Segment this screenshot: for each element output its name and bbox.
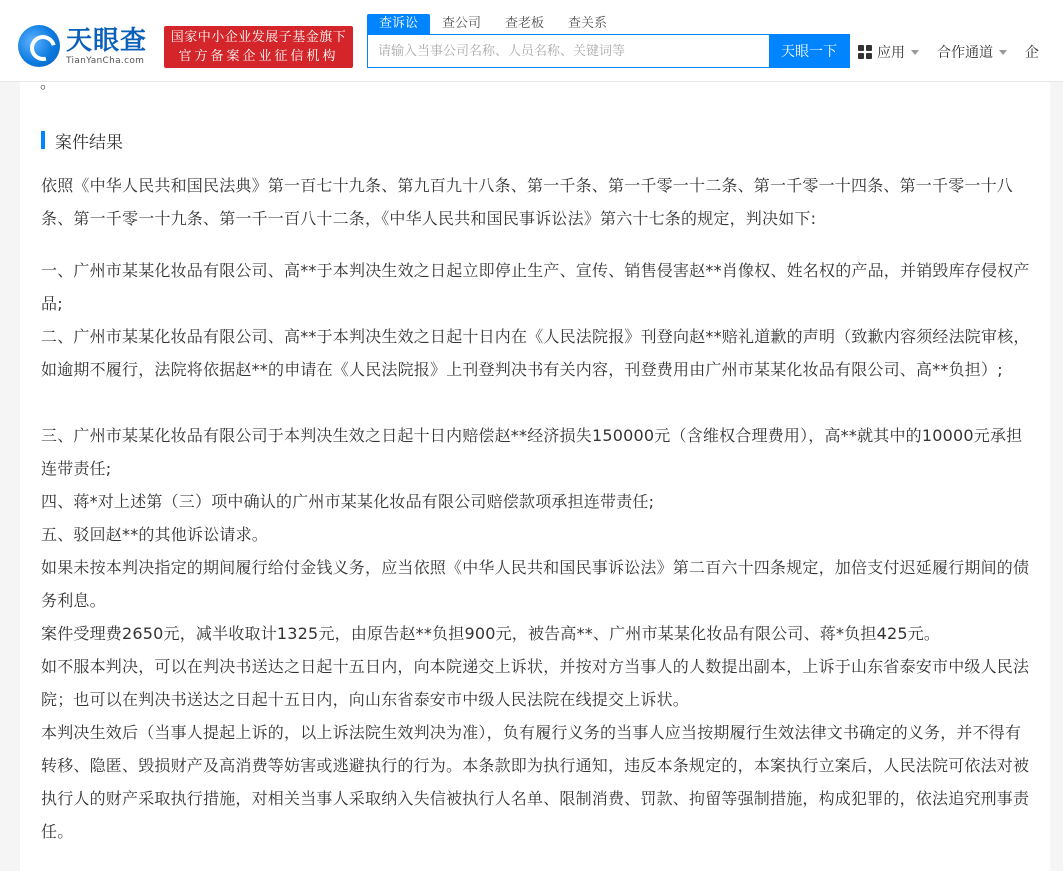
appeal-notice: 如不服本判决，可以在判决书送达之日起十五日内，向本院递交上诉状，并按对方当事人的人数提出副本，上诉于山东省泰安市中级人民法院；也可以在判决书送达之日起十五日内，向山东省泰安市中级人民法院在线提交上诉状。 <box>41 657 1030 709</box>
verdict-item-2: 二、广州市某某化妆品有限公司、高**于本判决生效之日起十日内在《人民法院报》刊登向赵**赔礼道歉的声明（致歉内容须经法院审核，如逾期不履行，法院将依据赵**的申请在《人民法院报》上刊登判决书有关内容，刊登费用由广州市某某化妆品有限公司、高**负担）; <box>41 327 1030 379</box>
verdict-item-3: 三、广州市某某化妆品有限公司于本判决生效之日起十日内赔偿赵**经济损失150000元（含维权合理费用），高**就其中的10000元承担连带责任; <box>41 426 1023 478</box>
section-title: 案件结果 <box>55 132 123 153</box>
tab-lawsuit[interactable]: 查诉讼 <box>367 14 430 34</box>
nav-partner-menu[interactable] <box>937 42 1007 62</box>
court-fee-notice: 案件受理费2650元，减半收取计1325元，由原告赵**负担900元，被告高**、广州市某某化妆品有限公司、蒋*负担425元。 <box>41 624 941 643</box>
top-nav <box>858 40 1057 64</box>
verdict-item-1: 一、广州市某某化妆品有限公司、高**于本判决生效之日起立即停止生产、宣传、销售侵害赵**肖像权、姓名权的产品，并销毁库存侵权产品; <box>41 261 1030 313</box>
search-tabs <box>367 14 619 34</box>
search-box <box>367 34 850 68</box>
logo-domain: TianYanCha.com <box>66 55 145 66</box>
search-button[interactable]: 天眼一下 <box>769 35 849 67</box>
search-input[interactable] <box>368 35 769 67</box>
nav-app-menu[interactable] <box>858 42 919 62</box>
section-heading <box>41 129 123 151</box>
nav-enterprise-menu[interactable] <box>1025 42 1039 62</box>
judgment-basis: 依照《中华人民共和国民法典》第一百七十九条、第九百九十八条、第一千条、第一千零一十二条、第一千零一十四条、第一千零一十八条、第一千零一十九条、第一千一百八十二条，《中华人民共和国民事诉讼法》第六十七条的规定，判决如下: <box>41 176 1014 228</box>
badge-line-1: 国家中小企业发展子基金旗下 <box>170 30 347 45</box>
judgment-content <box>20 82 1050 871</box>
tab-company[interactable]: 查公司 <box>442 16 482 31</box>
verdict-item-5: 五、驳回赵**的其他诉讼请求。 <box>41 525 269 544</box>
previous-text-fragment: 。 <box>40 82 57 92</box>
badge-line-2: 官方备案企业征信机构 <box>178 49 339 64</box>
site-header <box>0 0 1063 82</box>
official-badge <box>164 26 353 68</box>
logo-mark-icon <box>18 25 60 67</box>
chevron-down-icon <box>999 50 1007 55</box>
logo-text <box>66 27 147 66</box>
section-accent-bar <box>41 131 45 149</box>
chevron-down-icon <box>911 50 919 55</box>
nav-enterprise-label: 企 <box>1025 45 1039 61</box>
enforcement-notice: 本判决生效后（当事人提起上诉的，以上诉法院生效判决为准），负有履行义务的当事人应当按期履行生效法律文书确定的义务，并不得有转移、隐匿、毁损财产及高消费等妨害或逃避执行的行为。本条款即为执行通知，违反本条规定的，本案执行立案后，人民法院可依法对被执行人的财产采取执行措施，对相关当事人采取纳入失信被执行人名单、限制消费、罚款、拘留等强制措施，构成犯罪的，依法追究刑事责任。 <box>41 723 1030 841</box>
late-payment-notice: 如果未按本判决指定的期间履行给付金钱义务，应当依照《中华人民共和国民事诉讼法》第二百六十四条规定，加倍支付迟延履行期间的债务利息。 <box>41 558 1030 610</box>
verdict-item-4: 四、蒋*对上述第（三）项中确认的广州市某某化妆品有限公司赔偿款项承担连带责任; <box>41 492 655 511</box>
site-logo[interactable] <box>18 24 158 68</box>
nav-partner-label: 合作通道 <box>937 45 993 61</box>
apps-grid-icon <box>858 45 872 59</box>
tab-relation[interactable]: 查关系 <box>568 16 608 31</box>
tab-boss[interactable]: 查老板 <box>505 16 545 31</box>
logo-name: 天眼查 <box>66 25 148 56</box>
nav-app-label: 应用 <box>877 45 905 61</box>
